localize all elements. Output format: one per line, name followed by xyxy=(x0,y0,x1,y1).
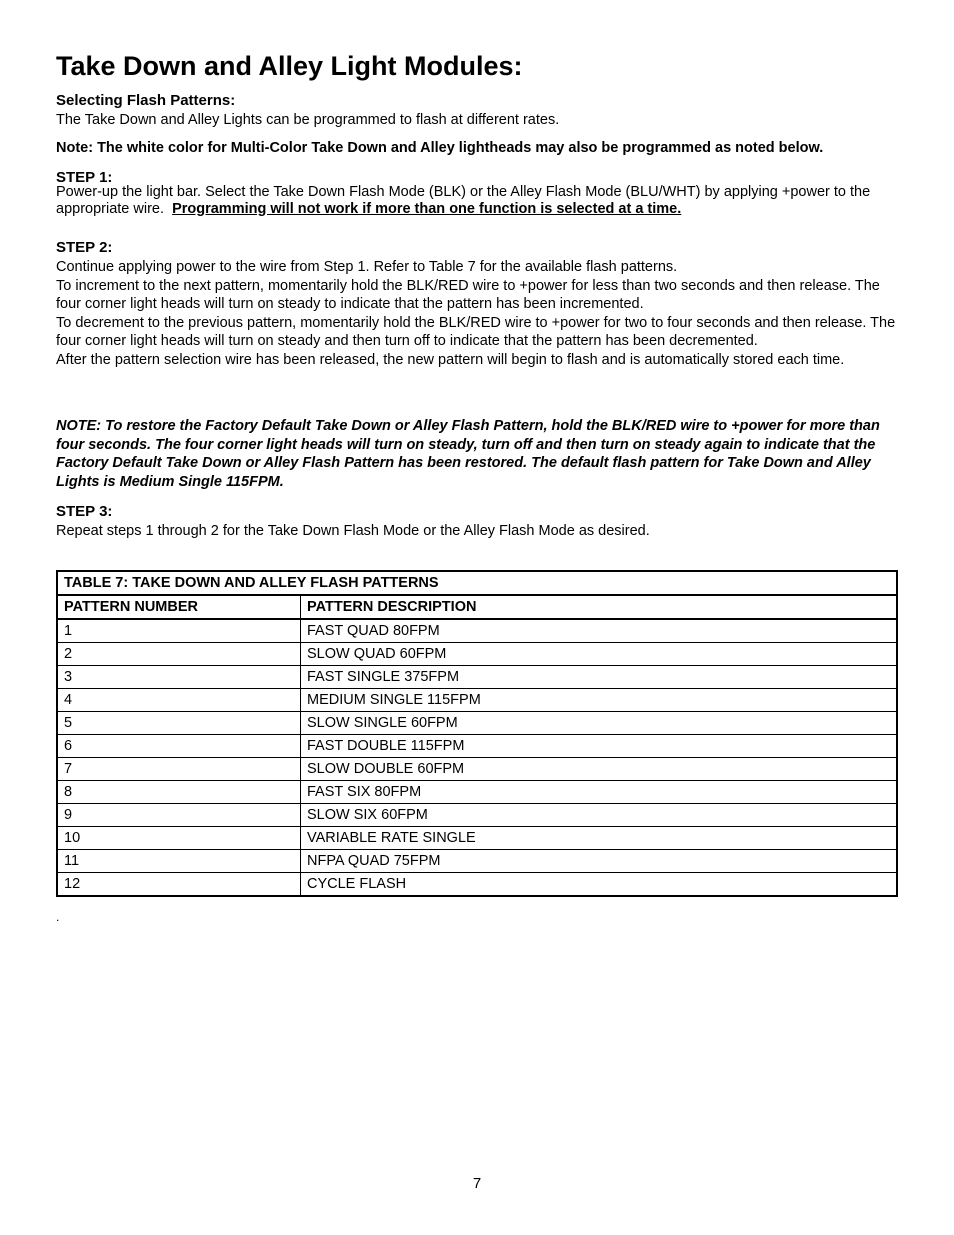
table-row xyxy=(57,666,897,689)
column-header-pattern-description: PATTERN DESCRIPTION xyxy=(301,595,898,619)
pattern-number-cell: 11 xyxy=(57,850,301,873)
pattern-description-cell: FAST QUAD 80FPM xyxy=(301,619,898,643)
pattern-number-cell: 10 xyxy=(57,827,301,850)
trailing-period: . xyxy=(56,910,60,924)
table-row xyxy=(57,643,897,666)
pattern-number-cell: 6 xyxy=(57,735,301,758)
step1-heading: STEP 1: xyxy=(56,169,113,186)
step2-line: After the pattern selection wire has been released, the new pattern will begin to flash and is automatically stored each time. xyxy=(56,351,845,368)
flash-patterns-table xyxy=(56,570,898,897)
table-caption-row xyxy=(57,571,897,595)
pattern-number-cell: 8 xyxy=(57,781,301,804)
step2-line: Continue applying power to the wire from Step 1. Refer to Table 7 for the available flash patterns. xyxy=(56,259,678,275)
pattern-number-cell: 4 xyxy=(57,689,301,712)
pattern-number-cell: 7 xyxy=(57,758,301,781)
pattern-description-cell: FAST DOUBLE 115FPM xyxy=(301,735,898,758)
table-row xyxy=(57,850,897,873)
selecting-text: The Take Down and Alley Lights can be programmed to flash at different rates. xyxy=(56,112,560,128)
step1-warning: Programming will not work if more than one function is selected at a time. xyxy=(172,200,682,217)
pattern-description-cell: SLOW SINGLE 60FPM xyxy=(301,712,898,735)
table-row xyxy=(57,758,897,781)
pattern-number-cell: 3 xyxy=(57,666,301,689)
table-row xyxy=(57,804,897,827)
page-title: Take Down and Alley Light Modules: xyxy=(56,51,523,81)
pattern-description-cell: CYCLE FLASH xyxy=(301,873,898,897)
table-row xyxy=(57,781,897,804)
pattern-number-cell: 9 xyxy=(57,804,301,827)
step2-line: To increment to the next pattern, momentarily hold the BLK/RED wire to +power for less than two seconds and then release. The four corner light heads will turn on steady to indicate that the pattern has been incremented. xyxy=(56,277,880,313)
pattern-description-cell: SLOW QUAD 60FPM xyxy=(301,643,898,666)
table-caption: TABLE 7: TAKE DOWN AND ALLEY FLASH PATTERNS xyxy=(57,571,897,595)
step2-heading: STEP 2: xyxy=(56,239,113,256)
step3-heading: STEP 3: xyxy=(56,503,113,520)
table-row xyxy=(57,712,897,735)
table-header-row xyxy=(57,595,897,619)
pattern-description-cell: FAST SIX 80FPM xyxy=(301,781,898,804)
step2-text xyxy=(56,258,901,370)
column-header-pattern-number: PATTERN NUMBER xyxy=(57,595,301,619)
pattern-description-cell: FAST SINGLE 375FPM xyxy=(301,666,898,689)
table-row xyxy=(57,873,897,897)
pattern-description-cell: NFPA QUAD 75FPM xyxy=(301,850,898,873)
white-color-note: Note: The white color for Multi-Color Take Down and Alley lightheads may also be programmed as noted below. xyxy=(56,140,824,156)
pattern-number-cell: 5 xyxy=(57,712,301,735)
table-row xyxy=(57,827,897,850)
step3-text: Repeat steps 1 through 2 for the Take Down Flash Mode or the Alley Flash Mode as desired. xyxy=(56,523,650,539)
table-row xyxy=(57,689,897,712)
pattern-number-cell: 1 xyxy=(57,619,301,643)
step2-line: To decrement to the previous pattern, momentarily hold the BLK/RED wire to +power for two to four seconds and then release. The four corner light heads will turn on steady and then turn off to indicate that the pattern has been decremented. xyxy=(56,314,896,350)
step1-instruction: Power-up the light bar. Select the Take Down Flash Mode (BLK) or the Alley Flash Mode (BLU/WHT) by applying +power to the appropriate wire. xyxy=(56,184,871,217)
pattern-description-cell: VARIABLE RATE SINGLE xyxy=(301,827,898,850)
table-row xyxy=(57,735,897,758)
selecting-heading: Selecting Flash Patterns: xyxy=(56,92,236,109)
page-number: 7 xyxy=(472,1175,482,1192)
step1-text xyxy=(56,184,901,217)
pattern-number-cell: 12 xyxy=(57,873,301,897)
factory-default-note: NOTE: To restore the Factory Default Take Down or Alley Flash Pattern, hold the BLK/RED wire to +power for more than four seconds. The four corner light heads will turn on steady, turn off and then turn on steady again to indicate that the Factory Default Take Down or Alley Flash Pattern has been restored. The default flash pattern for Take Down and Alley Lights is Medium Single 115FPM. xyxy=(56,418,880,490)
pattern-description-cell: SLOW SIX 60FPM xyxy=(301,804,898,827)
pattern-description-cell: MEDIUM SINGLE 115FPM xyxy=(301,689,898,712)
table-row xyxy=(57,619,897,643)
pattern-number-cell: 2 xyxy=(57,643,301,666)
pattern-description-cell: SLOW DOUBLE 60FPM xyxy=(301,758,898,781)
